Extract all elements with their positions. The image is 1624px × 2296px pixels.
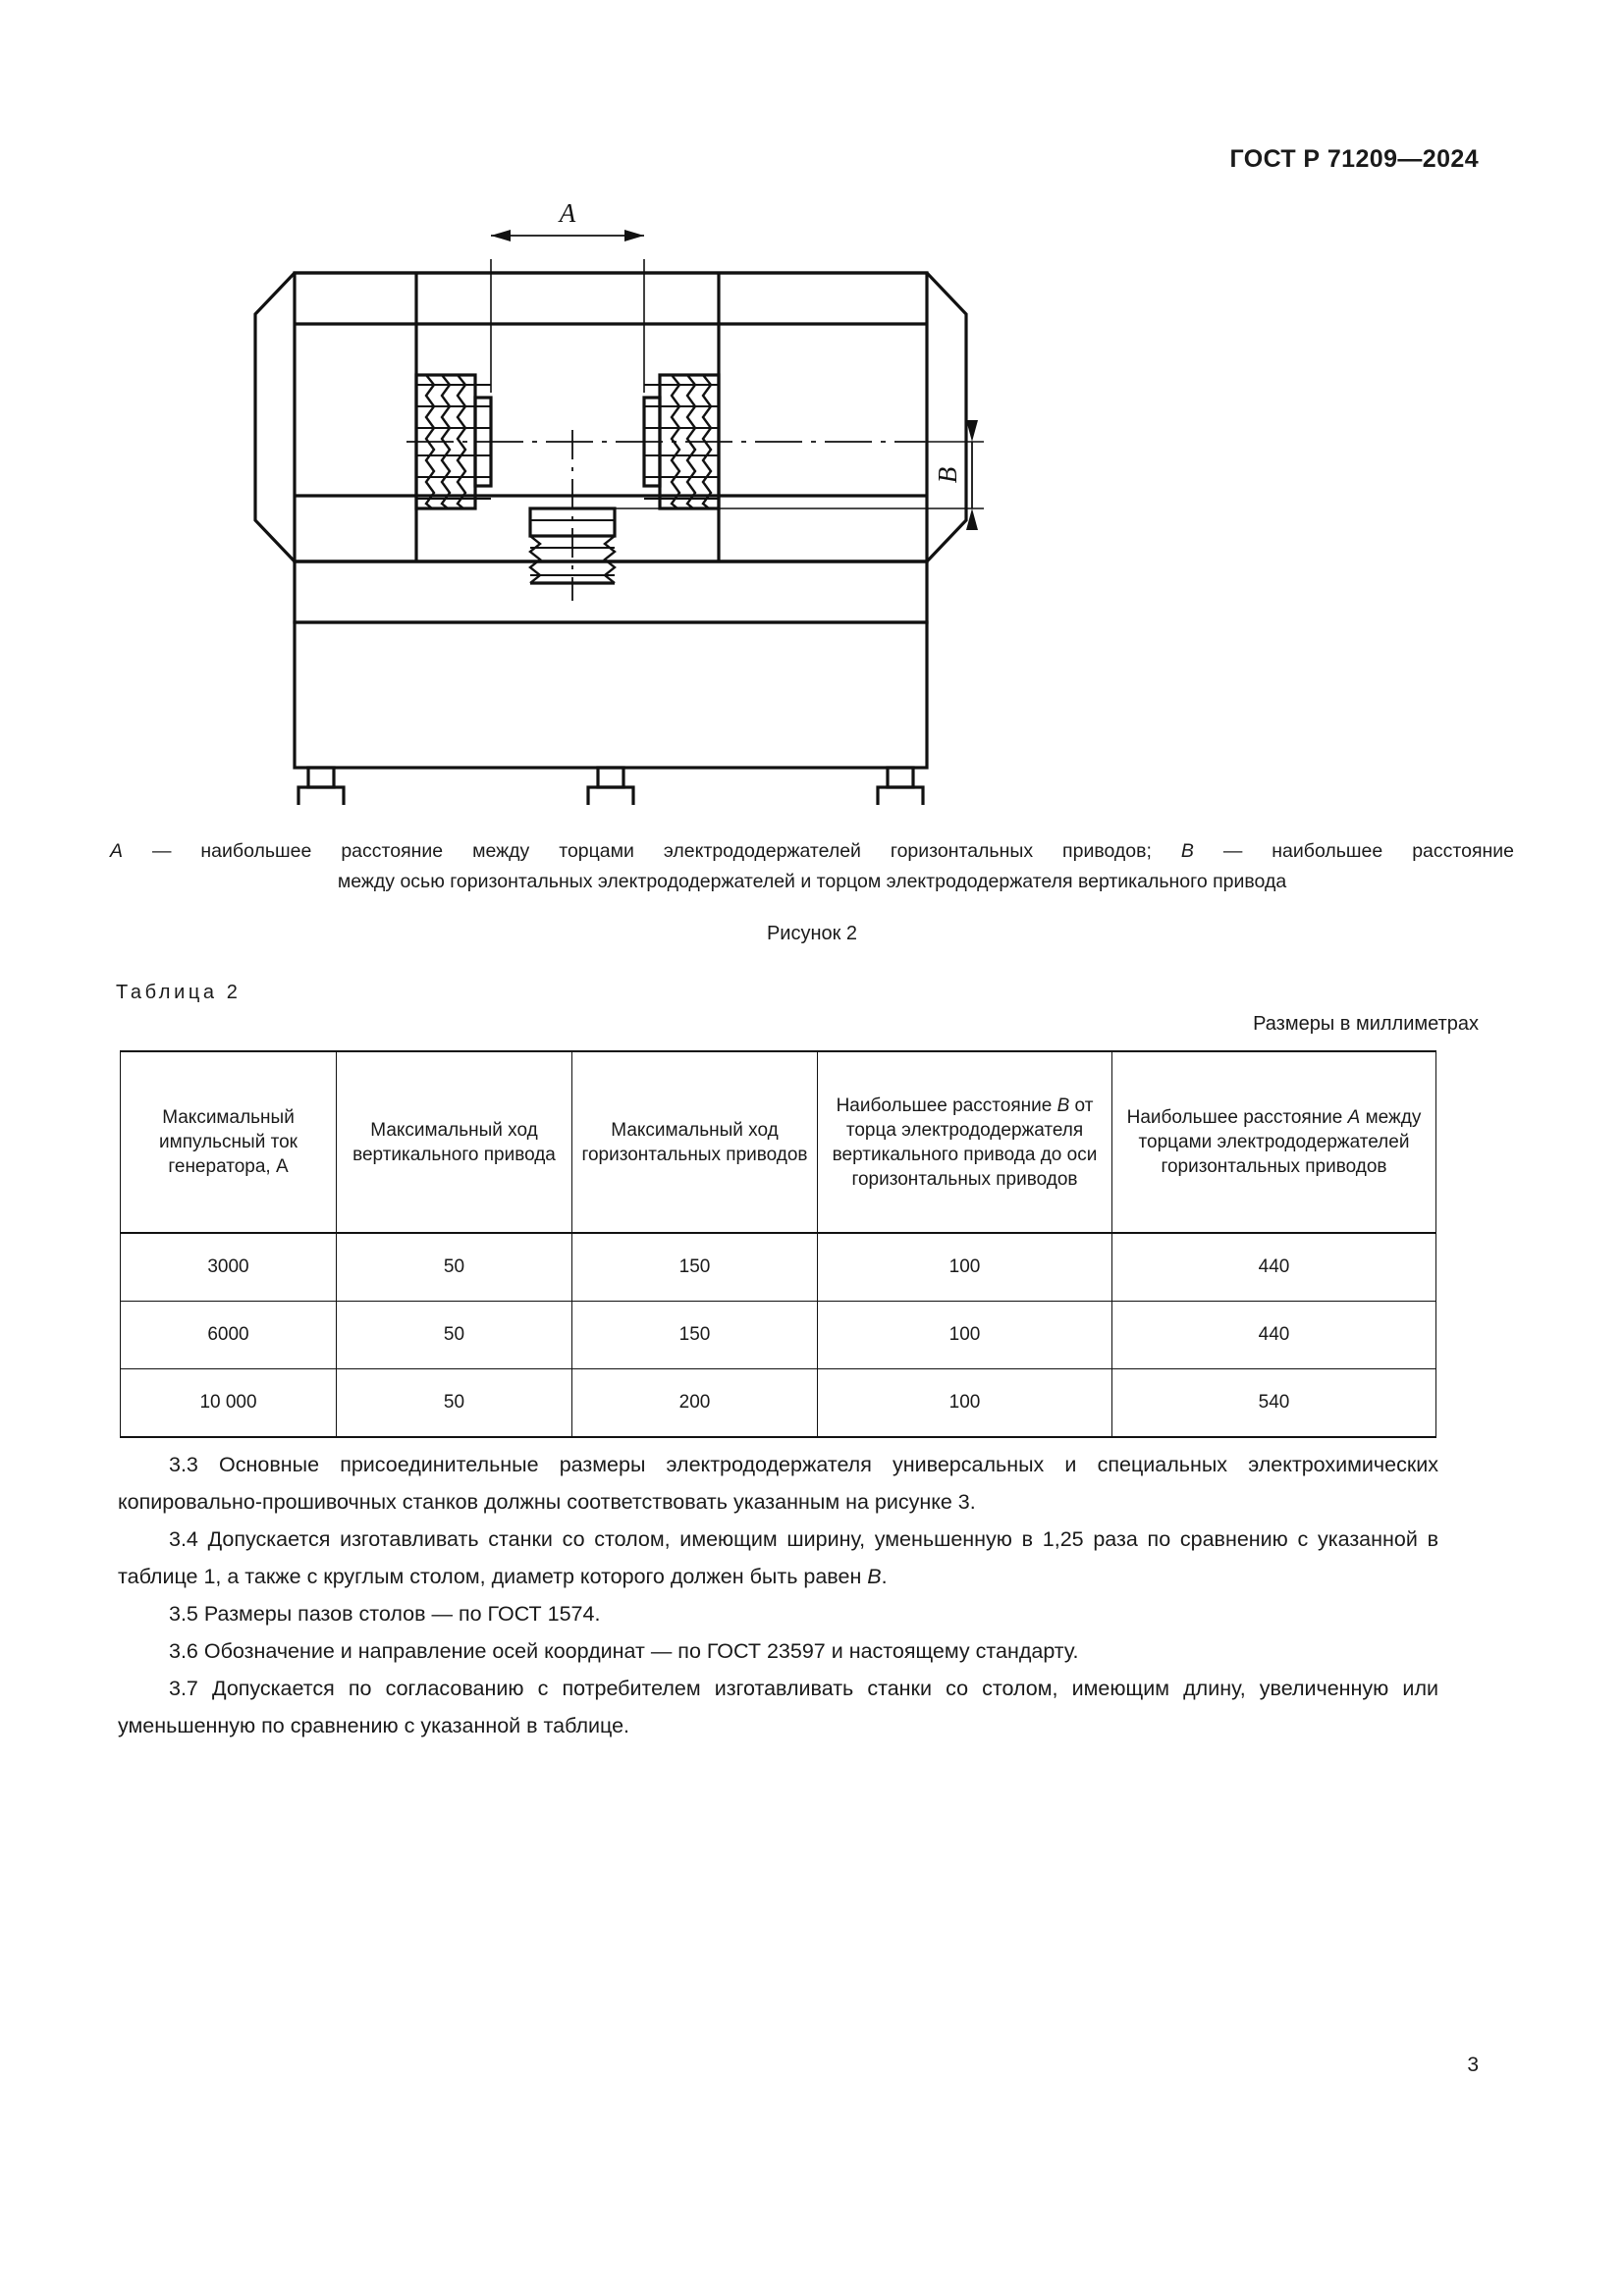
dimension-a-label: A (559, 198, 576, 228)
cell-current: 6000 (121, 1302, 337, 1369)
page-number: 3 (1467, 2054, 1479, 2076)
cell-distance-a: 440 (1112, 1302, 1436, 1369)
dimension-b (966, 420, 978, 530)
foot-leg-center (598, 768, 623, 787)
cell-vertical-travel: 50 (337, 1233, 572, 1302)
foot-leg-left (308, 768, 334, 787)
column-header-vertical-travel: Максимальный ход вертикального привода (337, 1051, 572, 1233)
cell-horizontal-travel: 150 (572, 1233, 818, 1302)
foot-leg-right (888, 768, 913, 787)
cell-distance-a: 440 (1112, 1233, 1436, 1302)
paragraph-3-7: 3.7 Допускается по согласованию с потребителем изготавливать станки со столом, имеющим длину, увеличенную или уменьшенную по сравнению с указанной в таблице. (118, 1677, 1438, 1737)
cell-current: 10 000 (121, 1369, 337, 1438)
document-standard-header: ГОСТ Р 71209—2024 (1229, 145, 1479, 173)
cell-vertical-travel: 50 (337, 1302, 572, 1369)
housing-outer-shell (255, 273, 966, 561)
paragraph-3-4: 3.4 Допускается изготавливать станки со столом, имеющим ширину, уменьшенную в 1,25 раза по сравнению с указанной в таблице 1, а также с круглым столом, диаметр которого должен быть равен B. (118, 1527, 1438, 1588)
machine-feet (298, 768, 923, 805)
table-title: Таблица 2 (116, 982, 242, 1003)
machine-elevation-drawing (198, 196, 1426, 805)
paragraph-3-6: 3.6 Обозначение и направление осей координат — по ГОСТ 23597 и настоящему стандарту. (169, 1639, 1079, 1663)
cell-distance-b: 100 (818, 1369, 1112, 1438)
figure-caption-line-1: A — наибольшее расстояние между торцами электрододержателей горизонтальных приводов; B — наибольшее расстояние (110, 840, 1515, 862)
table-units-note: Размеры в миллиметрах (1253, 1013, 1479, 1035)
column-header-horizontal-travel: Максимальный ход горизонтальных приводов (572, 1051, 818, 1233)
dimension-a (491, 230, 644, 393)
machine-base-cabinet (295, 622, 927, 768)
dim-a-arrow-right (624, 230, 644, 241)
cell-distance-a: 540 (1112, 1369, 1436, 1438)
cell-vertical-travel: 50 (337, 1369, 572, 1438)
paragraph-3-3: 3.3 Основные присоединительные размеры электрододержателя универсальных и специальных электрохимических копировально-прошивочных станков должны соответствовать указанным на рисунке 3. (118, 1453, 1438, 1514)
housing-inner-box (295, 273, 927, 561)
figure-2-drawing (0, 196, 1624, 825)
foot-pad-left (298, 787, 344, 805)
dim-b-arrow-top (966, 420, 978, 442)
table-row (121, 1369, 1436, 1438)
figure-caption (110, 836, 1514, 897)
column-header-max-pulse-current: Максимальный импульсный ток генератора, А (121, 1051, 337, 1233)
cell-distance-b: 100 (818, 1233, 1112, 1302)
cell-horizontal-travel: 200 (572, 1369, 818, 1438)
table-row (121, 1302, 1436, 1369)
table-2-specifications (120, 1050, 1436, 1438)
table-header-row (121, 1051, 1436, 1233)
foot-pad-right (878, 787, 923, 805)
paragraph-3-5: 3.5 Размеры пазов столов — по ГОСТ 1574. (169, 1602, 601, 1626)
dim-b-arrow-bottom (966, 508, 978, 530)
column-header-distance-b: Наибольшее расстояние B от торца электрододержателя вертикального привода до оси горизонтальных приводов (818, 1051, 1112, 1233)
table-row (121, 1233, 1436, 1302)
cell-horizontal-travel: 150 (572, 1302, 818, 1369)
dimension-b-label: B (933, 466, 962, 484)
body-text-section (118, 1446, 1438, 1744)
figure-caption-line-2: между осью горизонтальных электрододержателей и торцом электрододержателя вертикального привода (337, 871, 1287, 892)
figure-number: Рисунок 2 (766, 923, 858, 944)
dim-a-arrow-left (491, 230, 511, 241)
foot-pad-center (588, 787, 633, 805)
cell-distance-b: 100 (818, 1302, 1112, 1369)
cell-current: 3000 (121, 1233, 337, 1302)
column-header-distance-a: Наибольшее расстояние A между торцами электрододержателей горизонтальных приводов (1112, 1051, 1436, 1233)
